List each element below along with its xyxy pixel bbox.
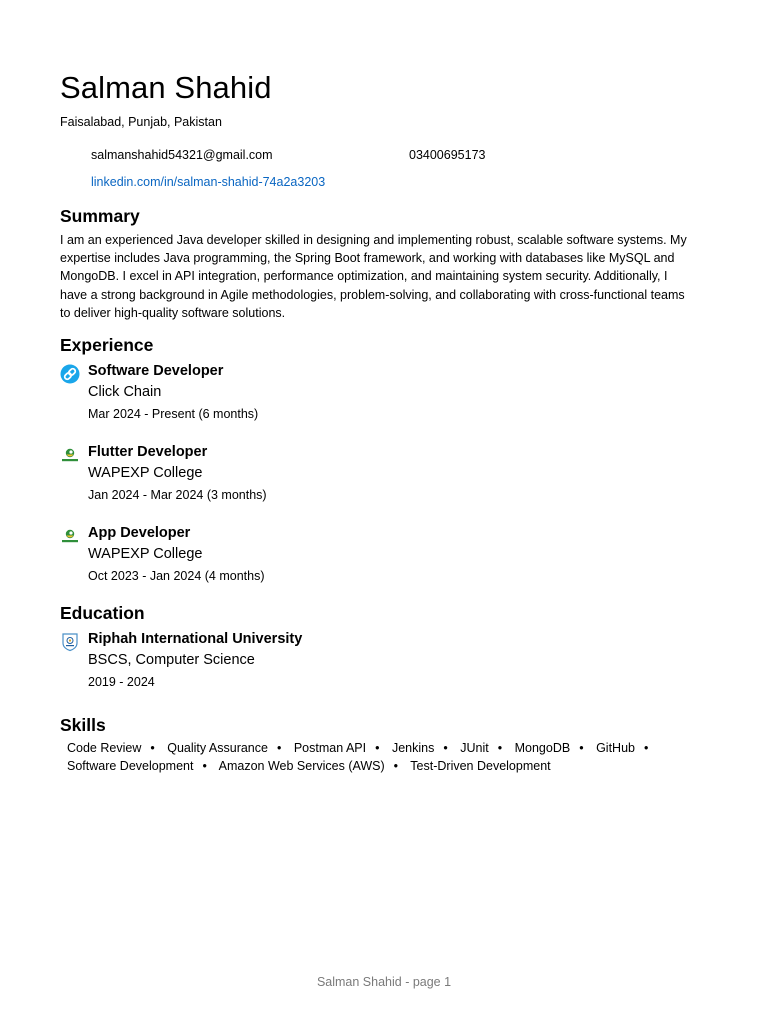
bullet-separator: • [393, 759, 399, 774]
bullet-separator: • [202, 759, 207, 774]
skill-item: Quality Assurance [167, 741, 268, 756]
wapexp-logo-icon [60, 445, 80, 465]
section-title-skills: Skills [60, 715, 106, 736]
skill-item: MongoDB [514, 741, 571, 756]
job-title: Software Developer [88, 363, 224, 380]
skill-item: JUnit [460, 741, 489, 756]
phone-number[interactable]: 03400695173 [409, 148, 486, 162]
candidate-name: Salman Shahid [60, 70, 272, 105]
job-dates: Oct 2023 - Jan 2024 (4 months) [88, 569, 265, 584]
education-dates: 2019 - 2024 [88, 675, 155, 690]
education-item [60, 630, 710, 690]
bullet-separator: • [497, 741, 503, 756]
contact-row [60, 147, 710, 163]
bullet-separator: • [150, 741, 155, 756]
degree: BSCS, Computer Science [88, 652, 255, 669]
bullet-separator: • [375, 741, 380, 756]
company-name: WAPEXP College [88, 465, 203, 482]
experience-item [60, 524, 710, 584]
bullet-separator: • [643, 741, 649, 756]
skill-item: Test-Driven Development [410, 759, 551, 774]
wapexp-logo-icon [60, 526, 80, 546]
summary-text: I am an experienced Java developer skilled in designing and implementing robust, scalable software systems. My expertise includes Java programming, the Spring Boot framework, and working with databases like MySQL and MongoDB. I excel in API integration, performance optimization, and maintaining system security. Additionally, I have a strong background in Agile methodologies, problem-solving, and collaborating with cross-functional teams to deliver high-quality software solutions. [60, 233, 687, 320]
section-title-summary: Summary [60, 206, 140, 226]
job-dates: Mar 2024 - Present (6 months) [88, 407, 259, 422]
university-crest-icon [60, 632, 80, 652]
bullet-separator: • [276, 741, 282, 756]
page-footer: Salman Shahid - page 1 [316, 975, 452, 989]
location: Faisalabad, Punjab, Pakistan [60, 115, 222, 129]
job-dates: Jan 2024 - Mar 2024 (3 months) [88, 488, 267, 503]
email-address[interactable]: salmanshahid54321@gmail.com [91, 148, 273, 162]
linkedin-link[interactable]: linkedin.com/in/salman-shahid-74a2a3203 [91, 175, 326, 189]
skill-item: Jenkins [391, 741, 435, 756]
job-title: Flutter Developer [88, 444, 208, 461]
skills-list [60, 739, 707, 775]
job-title: App Developer [88, 525, 191, 542]
experience-section [60, 334, 710, 584]
skill-item: GitHub [596, 741, 635, 756]
skill-item: Software Development [67, 759, 194, 774]
company-name: WAPEXP College [88, 546, 203, 563]
bullet-separator: • [579, 741, 584, 756]
experience-item [60, 362, 710, 422]
skill-item: Amazon Web Services (AWS) [218, 759, 385, 774]
school-name: Riphah International University [88, 631, 303, 648]
skill-item: Postman API [293, 741, 367, 756]
skill-item: Code Review [67, 741, 142, 756]
section-title-education: Education [60, 603, 145, 624]
education-section [60, 602, 710, 690]
experience-item [60, 443, 710, 503]
link-icon [60, 364, 80, 384]
summary-section [60, 205, 710, 322]
skills-section [60, 714, 710, 775]
company-name: Click Chain [88, 384, 162, 401]
bullet-separator: • [443, 741, 448, 756]
resume-page [60, 68, 710, 775]
section-title-experience: Experience [60, 335, 154, 356]
